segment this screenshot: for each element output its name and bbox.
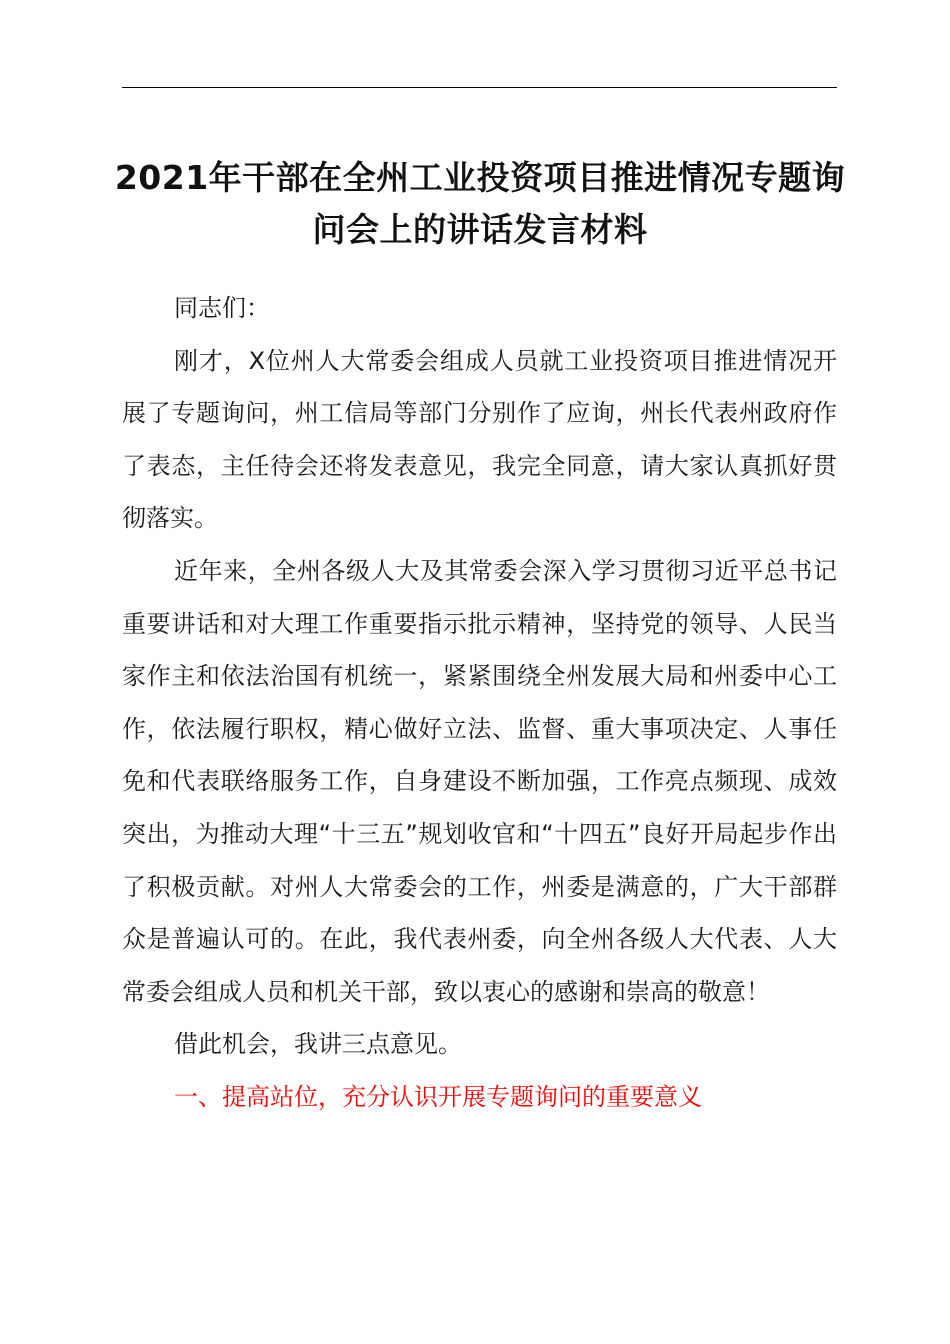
salutation: 同志们： [174,294,270,322]
paragraph-review: 近年来，全州各级人大及其常委会深入学习贯彻习近平总书记重要讲话和对大理工作重要指示批示精神，坚持党的领导、人民当家作主和依法治国有机统一，紧紧围绕全州发展大局和州委中心工作，依法履行职权，精心做好立法、监督、重大事项决定、人事任免和代表联络服务工作，自身建设不断加强，工作亮点频现、成效突出，为推动大理“十三五”规划收官和“十四五”良好开局起步作出了积极贡献。对州人大常委会的工作，州委是满意的，广大干部群众是普遍认可的。在此，我代表州委，向全州各级人大代表、人大常委会组成人员和机关干部，致以衷心的感谢和崇高的敬意！ [122,556,837,1006]
paragraph-transition: 借此机会，我讲三点意见。 [174,1030,462,1059]
document-body [122,282,837,1124]
document-title: 2021年干部在全州工业投资项目推进情况专题询问会上的讲话发言材料 [114,158,846,249]
header-rule [122,87,837,88]
paragraph-opening: 刚才，X位州人大常委会组成人员就工业投资项目推进情况开展了专题询问，州工信局等部门分别作了应询，州长代表州政府作了表态，主任待会还将发表意见，我完全同意，请大家认真抓好贯彻落实。 [122,346,837,533]
section-heading-1: 一、提高站位，充分认识开展专题询问的重要意义 [174,1082,702,1111]
